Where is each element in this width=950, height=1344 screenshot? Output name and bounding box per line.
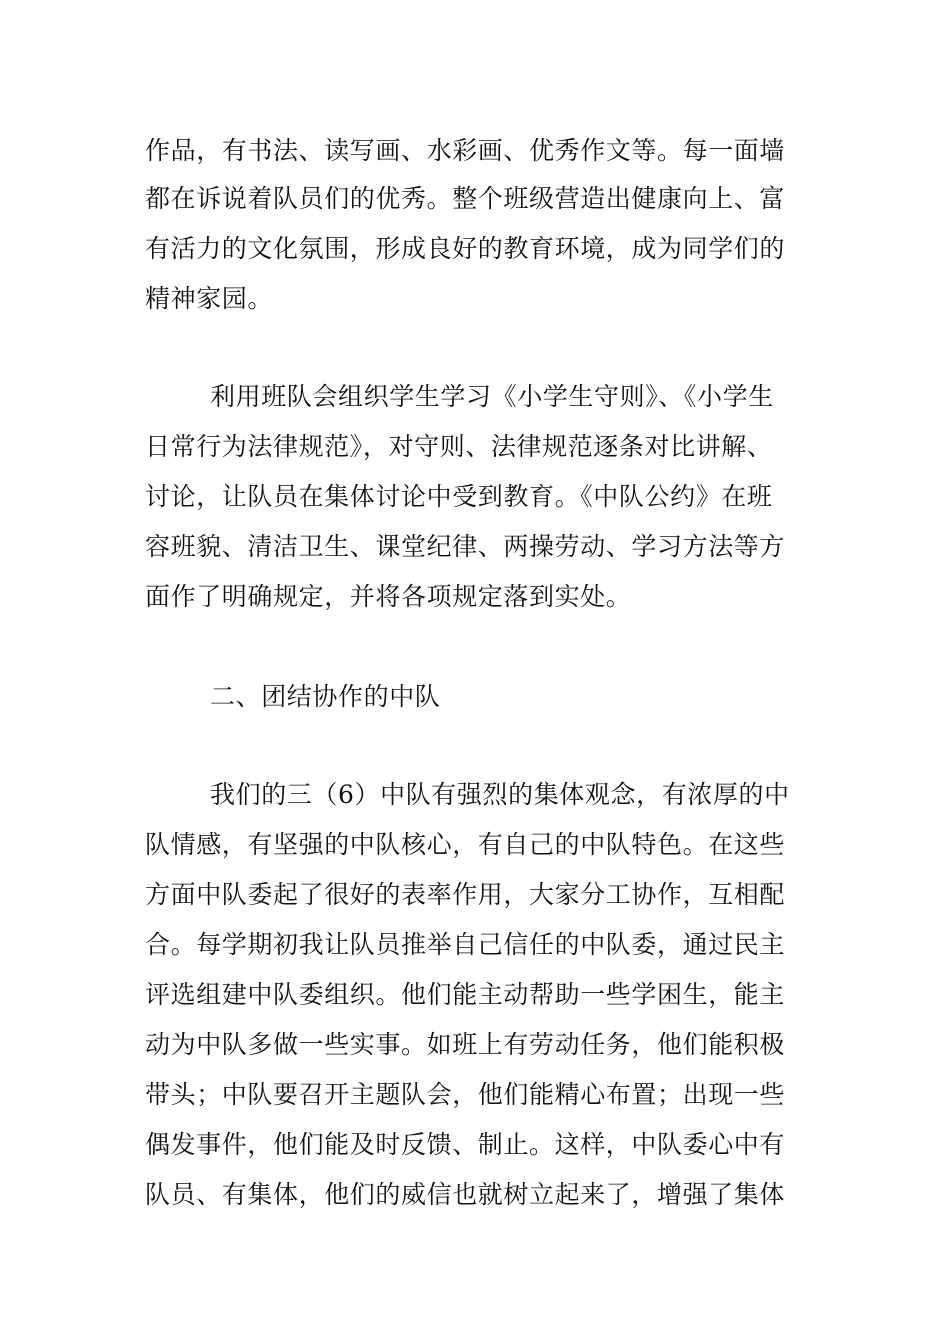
paragraph-2-line-4: 容班貌、清洁卫生、课堂纪律、两操劳动、学习方法等方 [145,532,786,561]
paragraph-4-line-7: 带头；中队要召开主题队会，他们能精心布置；出现一些 [145,1080,786,1109]
paragraph-4-line-1: 我们的三（6）中队有强烈的集体观念，有浓厚的中 [210,780,790,809]
paragraph-4-line-9: 队员、有集体，他们的威信也就树立起来了，增强了集体 [145,1180,786,1209]
paragraph-4-line-6: 动为中队多做一些实事。如班上有劳动任务，他们能积极 [145,1030,786,1059]
paragraph-4-line-4: 合。每学期初我让队员推举自己信任的中队委，通过民主 [145,930,786,959]
paragraph-1-line-1: 作品，有书法、读写画、水彩画、优秀作文等。每一面墙 [145,136,786,165]
paragraph-4-line-3: 方面中队委起了很好的表率作用，大家分工协作，互相配 [145,880,786,909]
paragraph-4-line-8: 偶发事件，他们能及时反馈、制止。这样，中队委心中有 [145,1130,786,1159]
paragraph-1-line-4: 精神家园。 [145,284,274,313]
paragraph-1-line-3: 有活力的文化氛围，形成良好的教育环境，成为同学们的 [145,234,786,263]
paragraph-2-line-3: 讨论，让队员在集体讨论中受到教育。《中队公约》在班 [145,482,773,511]
paragraph-2-line-1: 利用班队会组织学生学习《小学生守则》、《小学生 [210,382,774,411]
paragraph-4-line-2: 队情感，有坚强的中队核心，有自己的中队特色。在这些 [145,830,786,859]
paragraph-2-line-2: 日常行为法律规范》，对守则、法律规范逐条对比讲解、 [145,432,773,461]
paragraph-4-line-5: 评选组建中队委组织。他们能主动帮助一些学困生，能主 [145,980,786,1009]
section-heading: 二、团结协作的中队 [210,682,441,711]
paragraph-2-line-5: 面作了明确规定，并将各项规定落到实处。 [145,582,632,611]
paragraph-1-line-2: 都在诉说着队员们的优秀。整个班级营造出健康向上、富 [145,184,786,213]
